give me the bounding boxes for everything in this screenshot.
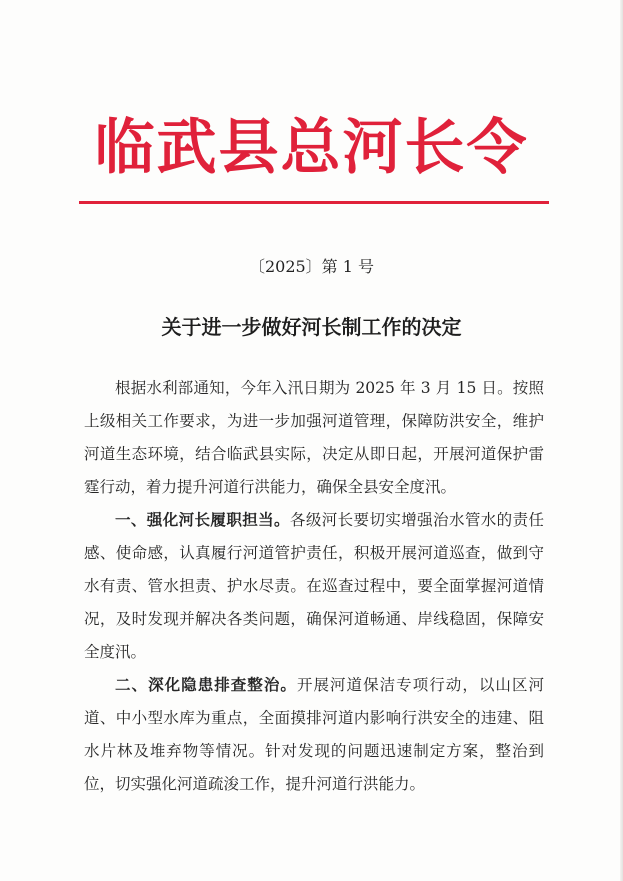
section-2-paragraph bbox=[84, 669, 544, 801]
intro-paragraph: 根据水利部通知，今年入汛日期为 2025 年 3 月 15 日。按照上级相关工作要求，为进一步加强河道管理，保障防洪安全，维护河道生态环境，结合临武县实际，决定从即日起，开展河道保护雷霆行动，着力提升河道行洪能力，确保全县安全度汛。 bbox=[84, 379, 544, 496]
section-2-heading: 二、深化隐患排查整治。 bbox=[115, 676, 297, 694]
red-separator-line bbox=[79, 201, 549, 204]
section-1-text: 各级河长要切实增强治水管水的责任感、使命感，认真履行河道管护责任，积极开展河道巡查，做到守水有责、管水担责、护水尽责。在巡查过程中，要全面掌握河道情况，及时发现并解决各类问题，确保河道畅通、岸线稳固，保障安全度汛。 bbox=[84, 511, 544, 661]
issuer-header-title: 临武县总河长令 bbox=[94, 113, 529, 183]
section-1-paragraph bbox=[84, 504, 544, 669]
document-body bbox=[84, 372, 544, 801]
section-1-heading: 一、强化河长履职担当。 bbox=[115, 511, 290, 529]
section-2-text: 开展河道保洁专项行动，以山区河道、中小型水库为重点，全面摸排河道内影响行洪安全的违建、阻水片林及堆弃物等情况。针对发现的问题迅速制定方案，整治到位，切实强化河道疏浚工作，提升河道行洪能力。 bbox=[84, 676, 544, 793]
document-number: 〔2025〕第 1 号 bbox=[248, 257, 375, 276]
document-title: 关于进一步做好河长制工作的决定 bbox=[161, 315, 462, 339]
